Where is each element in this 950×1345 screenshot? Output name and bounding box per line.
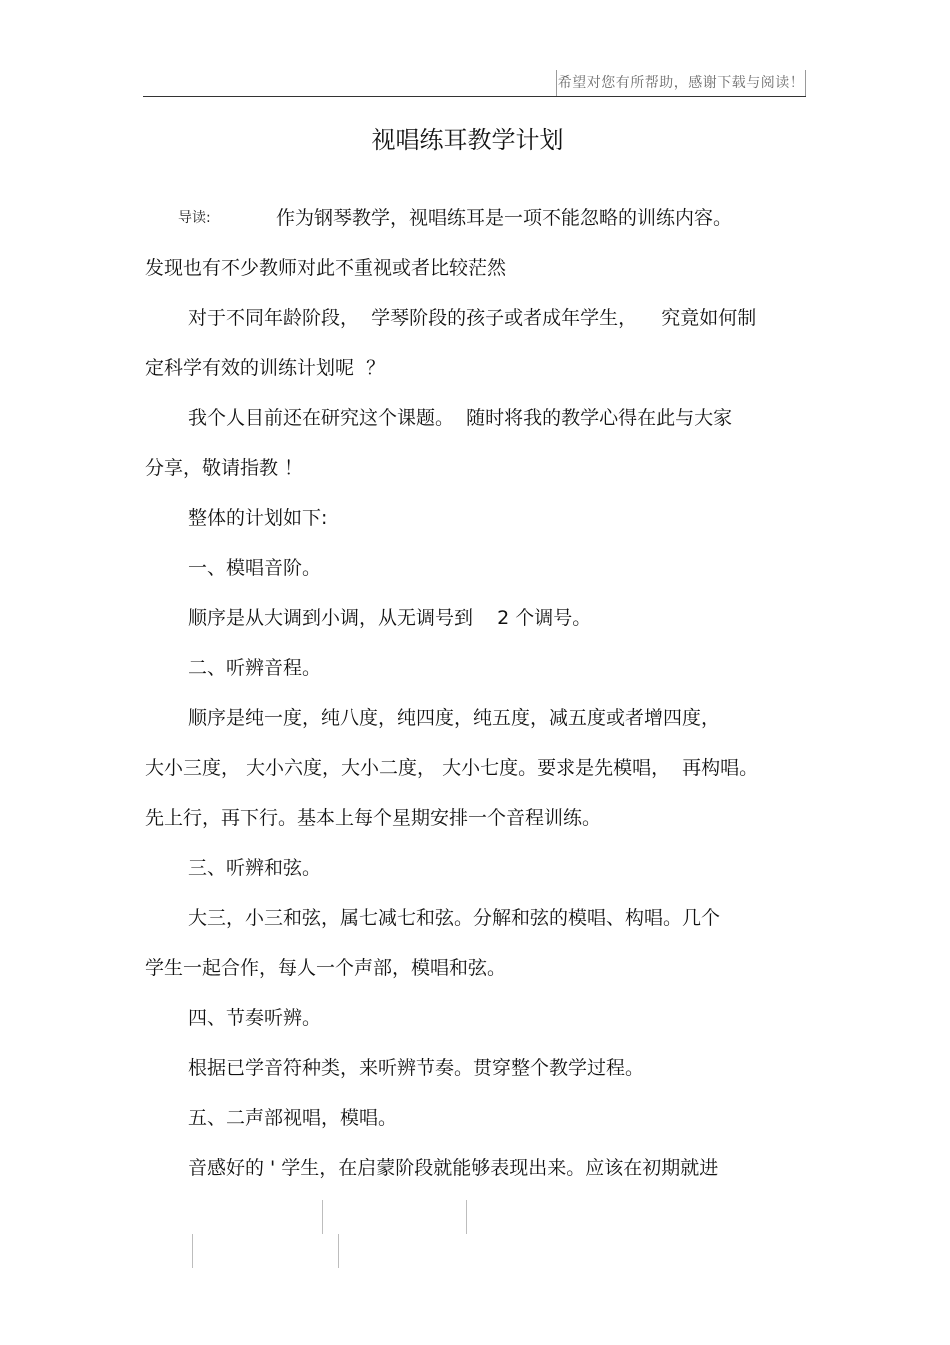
footer-divider xyxy=(322,1200,323,1234)
paragraph-line: 整体的计划如下: xyxy=(188,507,328,529)
page-title: 视唱练耳教学计划 xyxy=(371,126,564,154)
section-heading: 一、模唱音阶。 xyxy=(188,557,322,579)
paragraph-line: 分享，敬请指教 ！ xyxy=(145,457,304,479)
footer-divider xyxy=(192,1234,193,1268)
section-heading: 二、听辨音程。 xyxy=(188,657,322,679)
paragraph-line: 大三，小三和弦，属七减七和弦。分解和弦的模唱、构唱。几个 xyxy=(188,907,721,929)
section-heading: 五、二声部视唱，模唱。 xyxy=(188,1107,398,1129)
paragraph-line: 音感好的 ' 学生，在启蒙阶段就能够表现出来。应该在初期就进 xyxy=(188,1157,719,1179)
paragraph-line: 根据已学音符种类，来听辨节奏。贯穿整个教学过程。 xyxy=(188,1057,645,1079)
paragraph-line: 顺序是纯一度，纯八度，纯四度，纯五度，减五度或者增四度， xyxy=(188,707,721,729)
intro-text: 作为钢琴教学，视唱练耳是一项不能忽略的训练内容。 xyxy=(276,207,733,229)
paragraph-line: 先上行，再下行。基本上每个星期安排一个音程训练。 xyxy=(145,807,602,829)
intro-continuation: 发现也有不少教师对此不重视或者比较茫然 xyxy=(145,257,507,279)
paragraph-line: 定科学有效的训练计划呢 ？ xyxy=(145,357,386,379)
section-heading: 三、听辨和弦。 xyxy=(188,857,322,879)
header-note: 希望对您有所帮助，感谢下载与阅读！ xyxy=(556,70,806,96)
section-heading: 四、节奏听辨。 xyxy=(188,1007,322,1029)
paragraph-line: 学生一起合作，每人一个声部，模唱和弦。 xyxy=(145,957,507,979)
paragraph-line: 大小三度， 大小六度，大小二度， 大小七度。要求是先模唱， 再构唱。 xyxy=(145,757,759,779)
footer-divider xyxy=(338,1234,339,1268)
paragraph-line: 顺序是从大调到小调，从无调号到 2 个调号。 xyxy=(188,607,592,629)
footer-divider xyxy=(466,1200,467,1234)
paragraph-line: 对于不同年龄阶段， 学琴阶段的孩子或者成年学生， 究竟如何制 xyxy=(188,307,757,329)
header-divider xyxy=(143,96,806,97)
paragraph-line: 我个人目前还在研究这个课题。 随时将我的教学心得在此与大家 xyxy=(188,407,733,429)
intro-label: 导读: xyxy=(178,210,211,226)
